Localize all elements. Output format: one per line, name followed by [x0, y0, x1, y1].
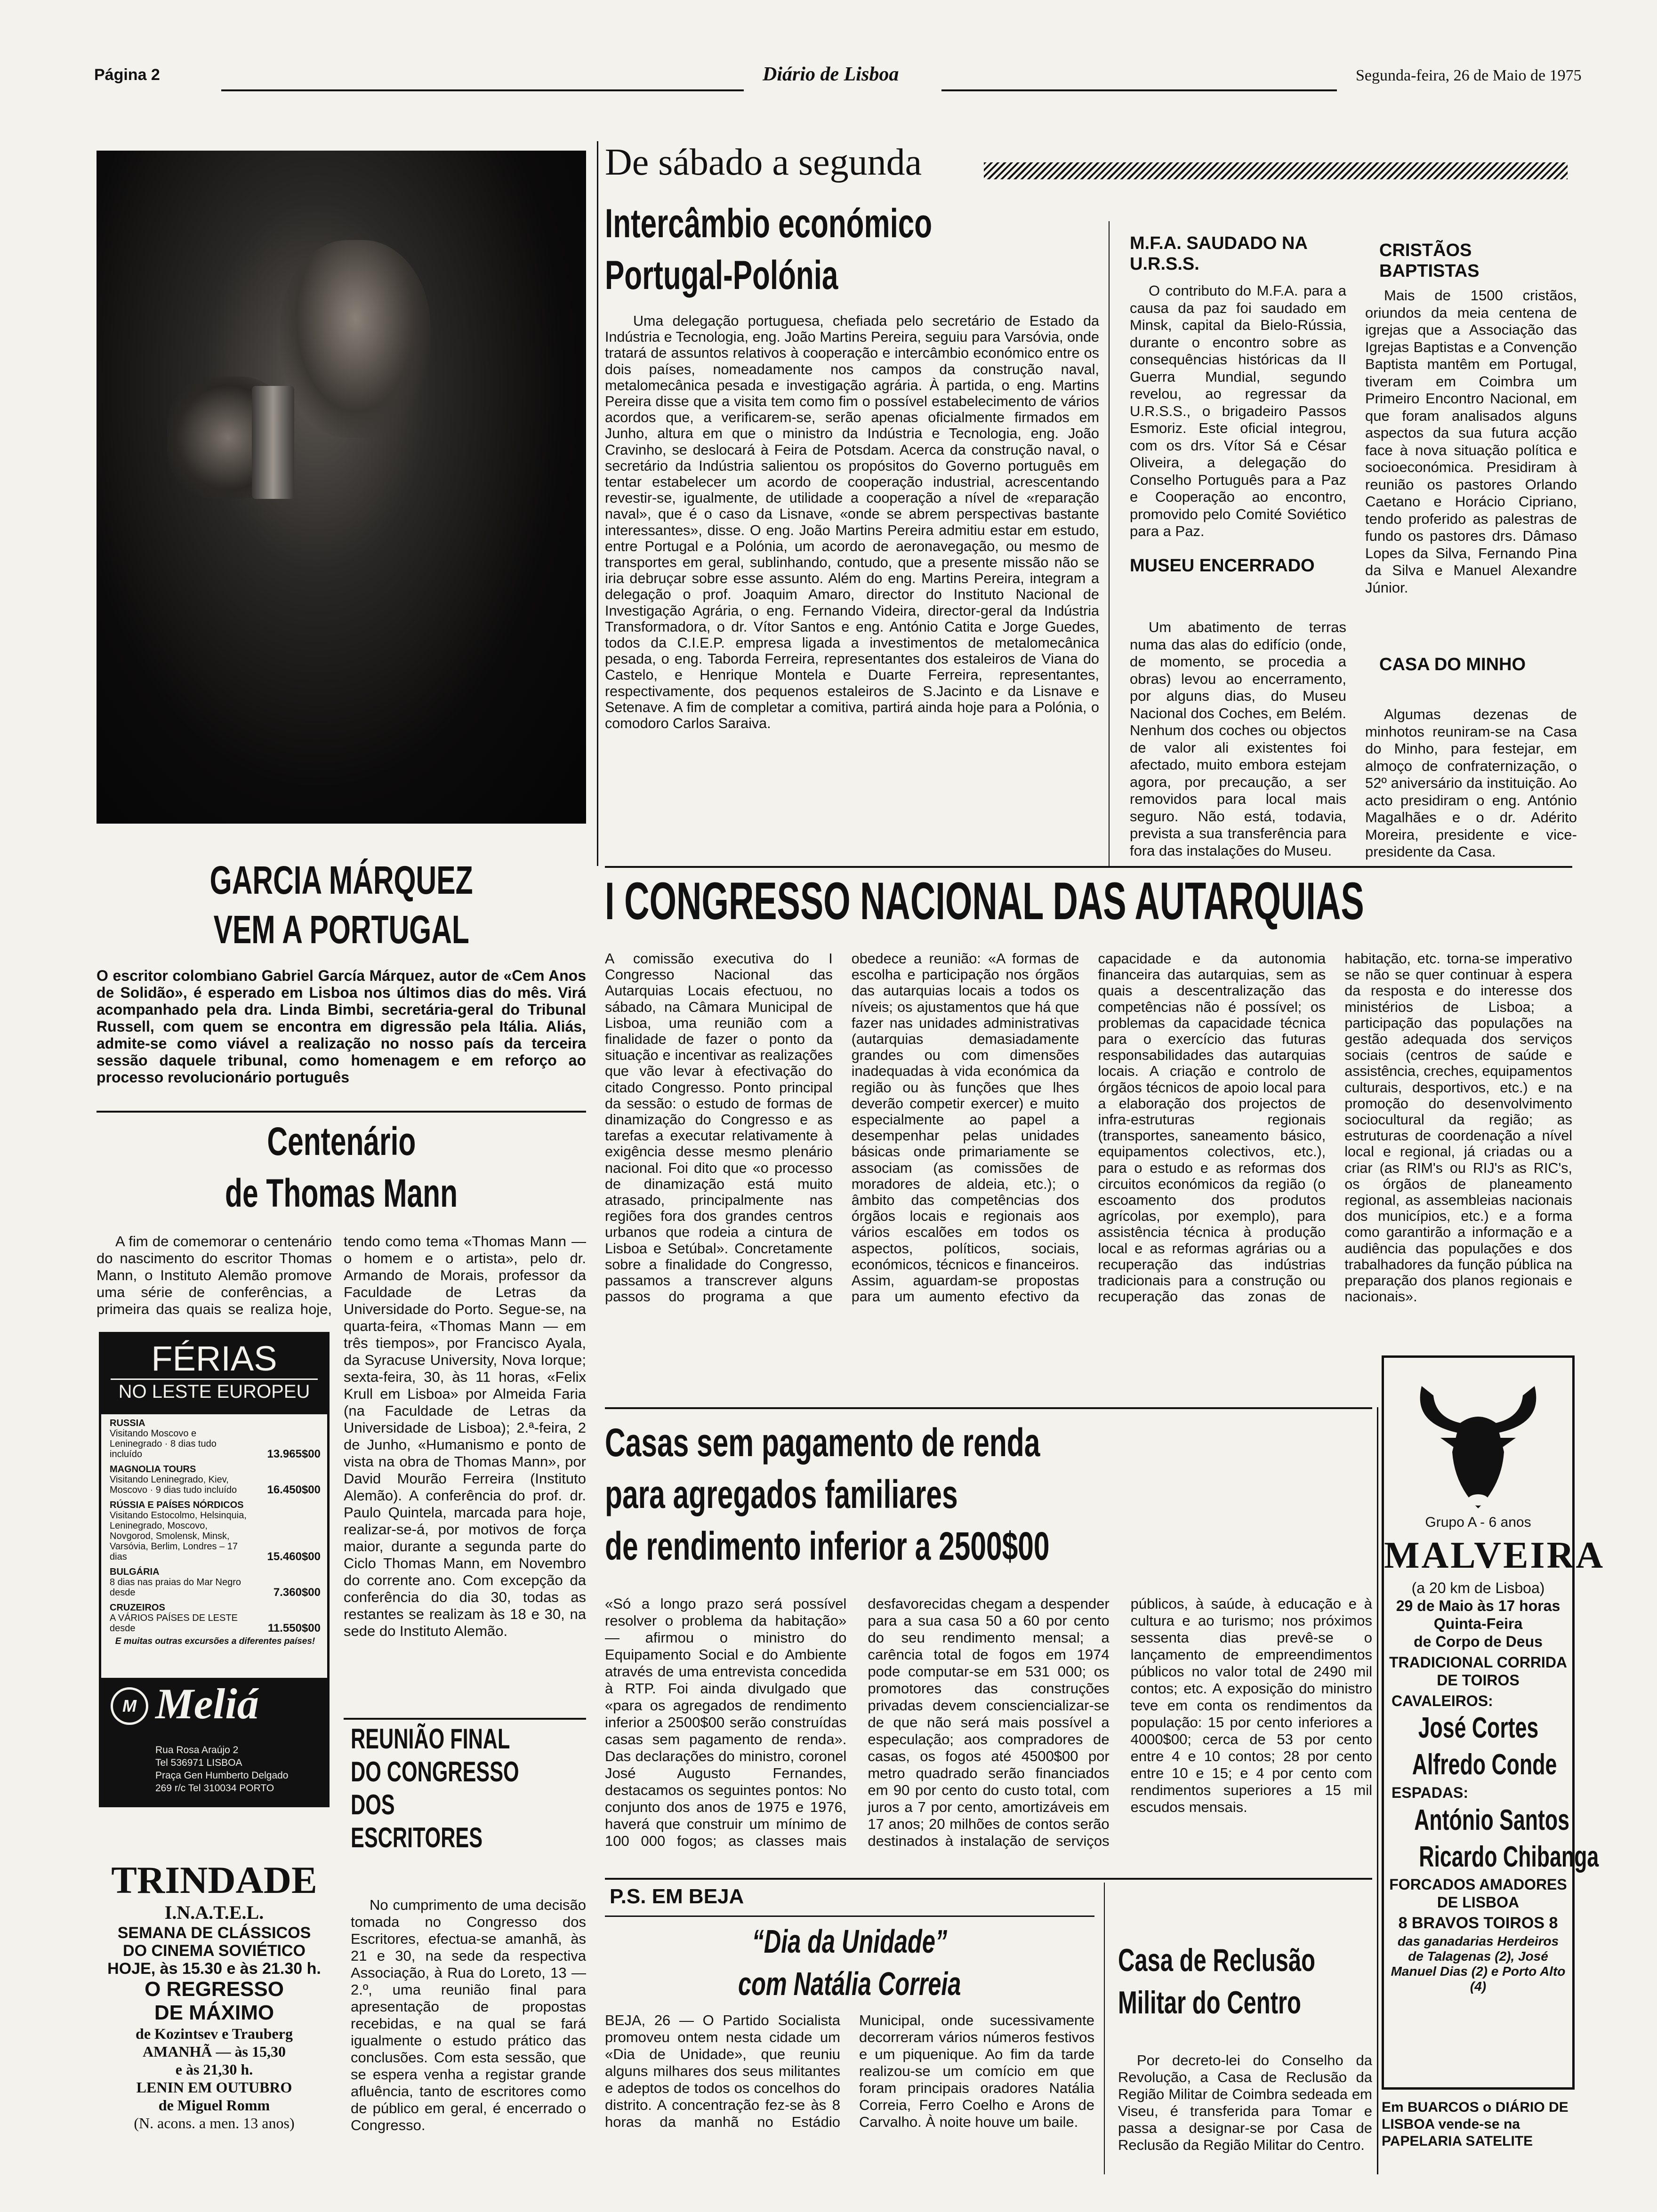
malveira-ganadarias: das ganadarias Herdeiros de Talagenas (2), José Manuel Dias (2) e Porto Alto (4) [1391, 1934, 1566, 1994]
photo-face [280, 240, 431, 438]
melia-address-line: Praça Gen Humberto Delgado [155, 1770, 289, 1781]
malveira-line: FORCADOS AMADORES [1389, 1876, 1567, 1893]
trindade-film: O REGRESSO [145, 1978, 284, 2001]
malveira-details [1384, 1579, 1572, 1710]
ferias-item-name: MAGNOLIA TOURS [110, 1464, 196, 1475]
garcia-marquez-photo [97, 151, 586, 824]
beja-kicker: P.S. EM BEJA [610, 1885, 744, 1908]
cristaos-title: CRISTÃOS BAPTISTAS [1379, 240, 1480, 281]
malveira-label: CAVALEIROS: [1392, 1692, 1493, 1709]
garcia-text: O escritor colombiano Gabriel García Márquez, autor de «Cem Anos de Solidão», é esperado em Lisboa nos últimos dias do mês. Virá acompanhado pela dra. Linda Bimbi, secretária-geral do Tribunal Russell, com quem se encontra em digressão pela Itália. Aliás, admite-se como viável a realização no nosso país da terceira sessão daquele tribunal, como homenagem e em reforço ao processo revolucionário português [97, 967, 586, 1086]
escritores-rule [344, 1718, 586, 1720]
casas-title-line: Casas sem pagamento de renda [605, 1420, 1040, 1465]
ferias-item [110, 1603, 321, 1634]
masthead [0, 61, 1657, 99]
casas-title-line: para agregados familiares [605, 1472, 958, 1516]
beja-title-line: com Natália Correia [738, 1965, 961, 2002]
mfa-title: M.F.A. SAUDADO NA U.R.S.S. [1130, 233, 1307, 274]
ferias-item-name: RUSSIA [110, 1418, 145, 1428]
malveira-line: DE LISBOA [1437, 1894, 1520, 1911]
cristaos-text: Mais de 1500 cristãos, oriundos da meia centena de igrejas que a Associação das Igrejas Baptistas e a Convenção Baptista mantêm em Portugal, tiveram em Coimbra um Primeiro Encontro Nacional, em que foram analisados alguns aspectos da sua futura acção face à nova situação política e socioeconómica. Presidiram à reunião os pastores Orlando Caetano e Horácio Cipriano, tendo proferido as palestras de fundo os pastores drs. Dâmaso Lopes da Silva, Fernando Pina da Silva e Manuel Alexandre Júnior. [1365, 287, 1577, 596]
malveira-label: ESPADAS: [1392, 1784, 1468, 1801]
minho-text: Algumas dezenas de minhotos reuniram-se na Casa do Minho, para festejar, em almoço de confraternização, o 52º aniversário da instituição. Ao acto presidiram o eng. António Magalhães e o dr. Adérito Moreira, presidente e vice-presidente da Casa. [1365, 706, 1577, 860]
mann-text-part1: A fim de comemorar o centenário do nascimento do escritor Thomas Mann, o Instituto Alemão promove uma série de conferências, a primeira das quais se realiza hoje, [97, 1233, 332, 1317]
ferias-item [110, 1418, 321, 1459]
ferias-item [110, 1567, 321, 1598]
garcia-rule [97, 1111, 586, 1113]
ferias-note: E muitas outras excursões a diferentes países! [115, 1636, 315, 1646]
melia-address-line: 269 r/c Tel 310034 PORTO [155, 1783, 274, 1794]
ferias-item-detail: Visitando Estocolmo, Helsinquia, Leninegrado, Moscovo, Novgorod, Smolensk, Minsk, Varsóvia, Berlim, Londres – 17 dias [110, 1510, 247, 1562]
mfa-text: O contributo do M.F.A. para a causa da paz foi saudado em Minsk, capital da Bielo-Rússia, durante o encontro sobre as consequências históricas da II Guerra Mundial, segundo revelou, ao regressar da U.R.S.S., o brigadeiro Passos Esmoriz. Este oficial integrou, com os drs. Vítor Sá e César Oliveira, a delegação do Conselho Português para a Paz e Cooperação ao encontro, promovido pelo Comité Soviético para a Paz. [1130, 282, 1346, 539]
ferias-items [101, 1414, 327, 1647]
trindade-line: AMANHÃ — às 15,30 [143, 2043, 286, 2060]
ferias-item-price: 7.360$00 [273, 1586, 321, 1599]
malveira-line: DE TOIROS [1437, 1672, 1520, 1689]
minho-title: CASA DO MINHO [1379, 655, 1526, 674]
ferias-item-price: 13.965$00 [267, 1448, 321, 1460]
congresso-text: A comissão executiva do I Congresso Nacional das Autarquias Locais efectuou, no sábado, na Câmara Municipal de Lisboa, uma reunião com a finalidade de fazer o ponto da situação e incentivar as realizações que vão levar à efectivação do citado Congresso. Ponto principal da sessão: o estudo de formas de dinamização do Congresso e as tarefas a executar relativamente à exigência desse mesmo plenário nacional. Foi dito que «o processo de dinamização está muito atrasado, principalmente nas regiões fora dos grandes centros urbanos que rodeia a cintura de Lisboa e Setúbal». Concretamente sobre a finalidade do Congresso, passamos a transcrever alguns passos do programa a que obedece a reunião: «A formas de escolha e participação nos órgãos das autarquias locais a todos os níveis; os ajustamentos que há que fazer nas unidades administrativas (autarquias demasiadamente grandes ou com dimensões inadequadas à vida económica da região ou às funções que lhes deverão competir exercer) e muito especialmente ao papel a desempenhar pelas unidades básicas onde primariamente se associam (as comissões de moradores de aldeia, etc.); o âmbito das competências dos órgãos locais e regionais aos vários escalões em todos os aspectos, políticos, sociais, económicos, técnicos e financeiros. Assim, aguardam-se propostas para um aumento efectivo da capacidade e da autonomia financeira das autarquias, sem as quais a descentralização das competências não é possível; os problemas da capacidade técnica para o exercício das futuras responsabilidades das autarquias locais. A criação e controlo de órgãos técnicos de apoio local para a elaboração dos projectos de infra-estruturas regionais (transportes, saneamento básico, equipamentos colectivos, etc.), para o estudo e as reformas dos circuitos económicos da região (o escoamento dos produtos agrícolas, por exemplo), para assistência técnica à produção local e as reformas agrárias ou a recuperação das indústrias tradicionais para a construção ou recuperação das zonas de habitação, etc. torna-se imperativo se não se quer continuar à espera da resposta e do interesse dos ministérios de Lisboa; a participação das populações na gestão adequada dos serviços sociais (centros de saúde e assistência, creches, equipamentos culturais, desportivos, etc.) e na promoção do desenvolvimento sociocultural da região; as estruturas de coordenação a nível local e regional, já criadas ou a criar (as RIM's ou RIJ's as RIC's, os órgãos de planeamento regional, as assembleias nacionais dos municípios, etc.) e a forma como garantirão a informação e a audiência das populações e dos trabalhadores da função pública na preparação dos planos regionais e nacionais». [605, 951, 1572, 1305]
escritores-title-line: ESCRITORES [351, 1822, 483, 1853]
beja-kicker-rule [605, 1915, 1094, 1917]
trindade-film: DE MÁXIMO [154, 2001, 274, 2024]
newspaper-name: Diário de Lisboa [763, 64, 899, 85]
reclusao-title-line: Casa de Reclusão [1118, 1942, 1316, 1978]
malveira-name: José Cortes [1418, 1712, 1538, 1744]
ferias-subtitle: NO LESTE EUROPEU [111, 1378, 318, 1403]
polonia-title-1: Intercâmbio económico [605, 201, 933, 246]
beja-vrule [1104, 1883, 1105, 2174]
trindade-title: TRINDADE [111, 1859, 317, 1901]
ferias-item-price: 15.460$00 [267, 1550, 321, 1563]
malveira-ad [1382, 1355, 1605, 2090]
ferias-item-price: 11.550$00 [267, 1622, 321, 1635]
bull-icon [1408, 1367, 1549, 1513]
trindade-line: SEMANA DE CLÁSSICOS [117, 1924, 311, 1942]
garcia-title-2: VEM A PORTUGAL [213, 907, 469, 952]
melia-address-line: Tel 536971 LISBOA [155, 1757, 242, 1768]
escritores-title-line: DO CONGRESSO [351, 1756, 519, 1787]
garcia-headline [97, 857, 586, 955]
reclusao-vrule [1377, 1407, 1378, 2174]
casas-rule [605, 1878, 1372, 1880]
reclusao-text: Por decreto-lei do Conselho da Revolução, a Casa de Reclusão da Região Militar de Coimbra sedeada em Viseu, é transferida para Tomar e passa a designar-se por Casa de Reclusão da Região Militar do Centro. [1118, 2052, 1372, 2153]
ferias-item [110, 1464, 321, 1495]
melia-logo-icon: M [111, 1687, 148, 1725]
mann-title-2: de Thomas Mann [225, 1171, 458, 1215]
congresso-rule [605, 1407, 1372, 1409]
malveira-line: Quinta-Feira [1433, 1615, 1523, 1632]
mann-headline [97, 1115, 586, 1219]
beja-text: BEJA, 26 — O Partido Socialista promoveu ontem nesta cidade um «Dia de Unidade», que reuniu alguns milhares dos seus militantes e adeptos de todos os concelhos do distrito. A concentração fez-se às 8 horas da manhã no Estádio Municipal, onde sucessivamente decorreram vários números festivos e um piquenique. Ao fim da tarde realizou-se um comício em que foram principais oradores Natália Correia, Ferro Coelho e Arons de Carvalho. À noite houve um baile. [605, 2012, 1094, 2130]
malveira-group: Grupo A - 6 anos [1425, 1515, 1531, 1530]
malveira-line: 8 BRAVOS TOIROS 8 [1398, 1914, 1558, 1932]
escritores-headline [351, 1723, 586, 1854]
malveira-name: Ricardo Chibanga [1419, 1841, 1599, 1873]
ferias-item-name: RÚSSIA E PAÍSES NÓRDICOS [110, 1500, 244, 1510]
mann-text-continued: tendo como tema «Thomas Mann — o homem e o artista», pelo dr. Armando de Morais, professor da Faculdade de Letras da Universidade do Porto. Segue-se, na quarta-feira, «Thomas Mann — em três tiempos», por Francisco Ayala, da Syracuse University, Nova Iorque; sexta-feira, 30, às 11 horas, «Felix Krull em Lisboa» por Almeida Faria (na Faculdade de Letras da Universidade de Lisboa); 2.ª-feira, 2 de Junho, «Humanismo e ponto de vista na obra de Thomas Mann», por David Mourão Ferreira (Instituto Alemão). A conferência do prof. dr. Paulo Quintela, marcada para hoje, realizar-se-á, por motivos de força maior, durante a segunda parte do Ciclo Thomas Mann, em Novembro do corrente ano. Com excepção da conferência do dia 30, todas as restantes se realizam às 18 e 30, na sede do Instituto Alemão. [344, 1233, 586, 1639]
ferias-title: FÉRIAS [151, 1339, 277, 1378]
section-hatch [984, 162, 1568, 179]
trindade-line: e às 21,30 h. [175, 2061, 253, 2078]
congresso-title: I CONGRESSO NACIONAL DAS AUTARQUIAS [605, 872, 1364, 930]
reclusao-title-line: Militar do Centro [1118, 1985, 1301, 2020]
ferias-item-name: BULGÁRIA [110, 1567, 160, 1577]
masthead-rule-left [221, 89, 744, 91]
ferias-banner [101, 1334, 327, 1414]
polonia-vrule [1109, 221, 1110, 866]
polonia-text: Uma delegação portuguesa, chefiada pelo secretário de Estado da Indústria e Tecnologia, eng. João Martins Pereira, seguiu para Varsóvia, onde tratará de assuntos relativos à cooperação e intercâmbio económico entre os dois países, nomeadamente nos campos da construção naval, metalomecânica pesada e investigação agrária. À partida, o eng. Martins Pereira disse que a visita tem como fim o possível estabelecimento de vários acordos que, a verificarem-se, serão apenas oficialmente firmados em Junho, altura em que o ministro da Indústria e Tecnologia, eng. João Cravinho, se deslocará à Feira de Potsdam. Acerca da construção naval, o secretário da Indústria salientou os propósitos do Governo português em tentar estabelecer um acordo de cooperação industrial, acrescentando revestir-se, igualmente, de utilidade a cooperação a nível de «reparação naval», que é o caso da Lisnave, «onde se abrem perspectivas bastante interessantes», disse. O eng. João Martins Pereira admitiu estar em estudo, entre Portugal e a Polónia, um acordo de aeronavegação, ou mesmo de transportes em geral, sublinhando, contudo, que a presente missão não se iria debruçar sobre esse assunto. Além do eng. Martins Pereira, integram a delegação o prof. Joaquim Amaro, director do Instituto Nacional de Investigação Agrária, o eng. Fernando Videira, director-geral da Indústria Transformadora, o dr. Vítor Santos e eng. António Catita e Jorge Guedes, todos da C.I.E.P. empresa ligada a investimentos de metalomecânica pesada, o eng. Taborda Ferreira, representantes dos estaleiros de Viana do Castelo, e Henrique Montela e Duarte Ferreira, representantes, respectivamente, dos pequenos estaleiros de S.Jacinto e da Lisnave e Setenave. A fim de completar a comitiva, partirá ainda hoje para a Polónia, o comodoro Carlos Saraiva. [605, 313, 1099, 732]
trindade-line: de Miguel Romm [158, 2097, 270, 2114]
escritores-title-line: DOS [351, 1789, 395, 1820]
ferias-item-detail: Visitando Leninegrado, Kiev, Moscovo · 9 dias tudo incluído [110, 1475, 237, 1495]
masthead-rule-right [941, 89, 1337, 91]
issue-date: Segunda-feira, 26 de Maio de 1975 [1356, 67, 1582, 84]
museu-text: Um abatimento de terras numa das alas do edifício (onde, de momento, se procedia a obras) levou ao encerramento, por alguns dias, do Museu Nacional dos Coches, em Belém. Nenhum dos coches ou objectos de valor ali existentes foi afectado, muito embora estejam agora, por precaução, a ser removidos para local mais seguro. Não está, todavia, prevista a sua transferência para fora das instalações do Museu. [1130, 619, 1346, 859]
trindade-line: de Kozintsev e Trauberg [136, 2025, 293, 2042]
top-story-rule [605, 866, 1572, 868]
escritores-title-line: REUNIÃO FINAL [351, 1723, 510, 1755]
malveira-title: MALVEIRA [1384, 1535, 1605, 1576]
trindade-ad [99, 1859, 330, 2132]
trindade-org: I.N.A.T.E.L. [164, 1902, 264, 1923]
melia-address [155, 1744, 289, 1795]
ferias-item [110, 1500, 321, 1562]
garcia-title-1: GARCIA MÁRQUEZ [209, 858, 473, 902]
trindade-line: (N. acons. a men. 13 anos) [134, 2115, 295, 2132]
malveira-line: (a 20 km de Lisboa) [1411, 1579, 1545, 1596]
congresso-headline [605, 871, 1572, 932]
mann-text-part2 [344, 1233, 586, 1727]
melia-block [101, 1678, 327, 1805]
casas-title-line: de rendimento inferior a 2500$00 [605, 1524, 1050, 1568]
ferias-ad [99, 1332, 330, 1807]
mann-title-1: Centenário [267, 1119, 416, 1163]
reclusao-headline [1118, 1939, 1372, 2024]
page-number: Página 2 [94, 66, 160, 84]
section-vrule [597, 141, 598, 866]
malveira-venda: Em BUARCOS o DIÁRIO DE LISBOA vende-se na PAPELARIA SATELITE [1382, 2100, 1569, 2149]
escritores-text: No cumprimento de uma decisão tomada no Congresso dos Escritores, efectua-se amanhã, às 21 e 30, na sede da respectiva Associação, à Rua do Loreto, 13 — 2.º, uma reunião final para apresentação de propostas recebidas, e na qual se fará igualmente o estudo prático das conclusões. Com esta sessão, que se espera venha a registar grande afluência, tanto de escritores como de público em geral, é encerrado o Congresso. [351, 1897, 586, 2133]
trindade-line: HOJE, às 15.30 e às 21.30 h. [107, 1960, 321, 1978]
museu-title: MUSEU ENCERRADO [1130, 556, 1315, 576]
ferias-item-detail: 8 dias nas praias do Mar Negro desde [110, 1577, 241, 1598]
malveira-line: TRADICIONAL CORRIDA [1389, 1654, 1568, 1671]
ferias-item-detail: A VÁRIOS PAÍSES DE LESTE desde [110, 1613, 238, 1634]
ferias-item-name: CRUZEIROS [110, 1603, 165, 1613]
casas-text: «Só a longo prazo será possível resolver o problema da habitação» — afirmou o ministro do Equipamento Social e do Ambiente através de uma entrevista concedida à RTP. Foi ainda divulgado que «para os agregados de rendimento inferior a 2500$00 serão construídas casas sem pagamento de renda». Das declarações do ministro, coronel José Augusto Fernandes, destacamos os seguintes pontos: No conjunto dos anos de 1975 e 1976, haverá que construir um mínimo de 100 000 fogos; as classes mais desfavorecidas chegam a despender para a sua casa 50 a 60 por cento do seu rendimento mensal; a carência total de fogos em 1974 pode computar-se em 531 000; os promotores das construções privadas devem consciencializar-se de que não será mais possível a especulação; aos compradores de casas, os fogos até 4500$00 por metro quadrado serão financiados em 90 por cento do custo total, com juros a 7 por cento, amortizáveis em 17 anos; 20 milhões de contos serão destinados à instalação de serviços públicos, à saúde, à educação e à cultura e ao turismo; nos próximos sessenta dias prevê-se o lançamento de empreendimentos públicos no valor total de 2490 mil contos; etc. A exposição do ministro teve em conta os rendimentos da população: 15 por cento inferiores a 4000$00; cerca de 53 por cento entre 4 e 10 contos; 28 por cento entre 10 e 15; e 4 por cento com rendimentos superiores a 15 mil escudos mensais. [605, 1595, 1372, 1849]
casas-headline [605, 1417, 1372, 1572]
polonia-title-2: Portugal-Polónia [605, 253, 838, 298]
beja-title-line: “Dia da Unidade” [752, 1923, 948, 1960]
malveira-line: 29 de Maio às 17 horas [1396, 1597, 1560, 1614]
section-title: De sábado a segunda [605, 142, 922, 183]
polonia-headline [605, 198, 1099, 301]
malveira-name: António Santos [1414, 1804, 1569, 1836]
melia-brand: Meliá [155, 1680, 259, 1728]
trindade-line: LENIN EM OUTUBRO [136, 2079, 292, 2096]
photo-cup [252, 386, 294, 499]
melia-address-line: Rua Rosa Araújo 2 [155, 1745, 239, 1755]
malveira-line: de Corpo de Deus [1414, 1633, 1543, 1650]
malveira-name: Alfredo Conde [1412, 1748, 1557, 1781]
ferias-item-detail: Visitando Moscovo e Leninegrado · 8 dias tudo incluído [110, 1428, 217, 1459]
trindade-line: DO CINEMA SOVIÉTICO [123, 1942, 306, 1960]
ferias-item-price: 16.450$00 [267, 1483, 321, 1496]
beja-headline [605, 1920, 1094, 2005]
